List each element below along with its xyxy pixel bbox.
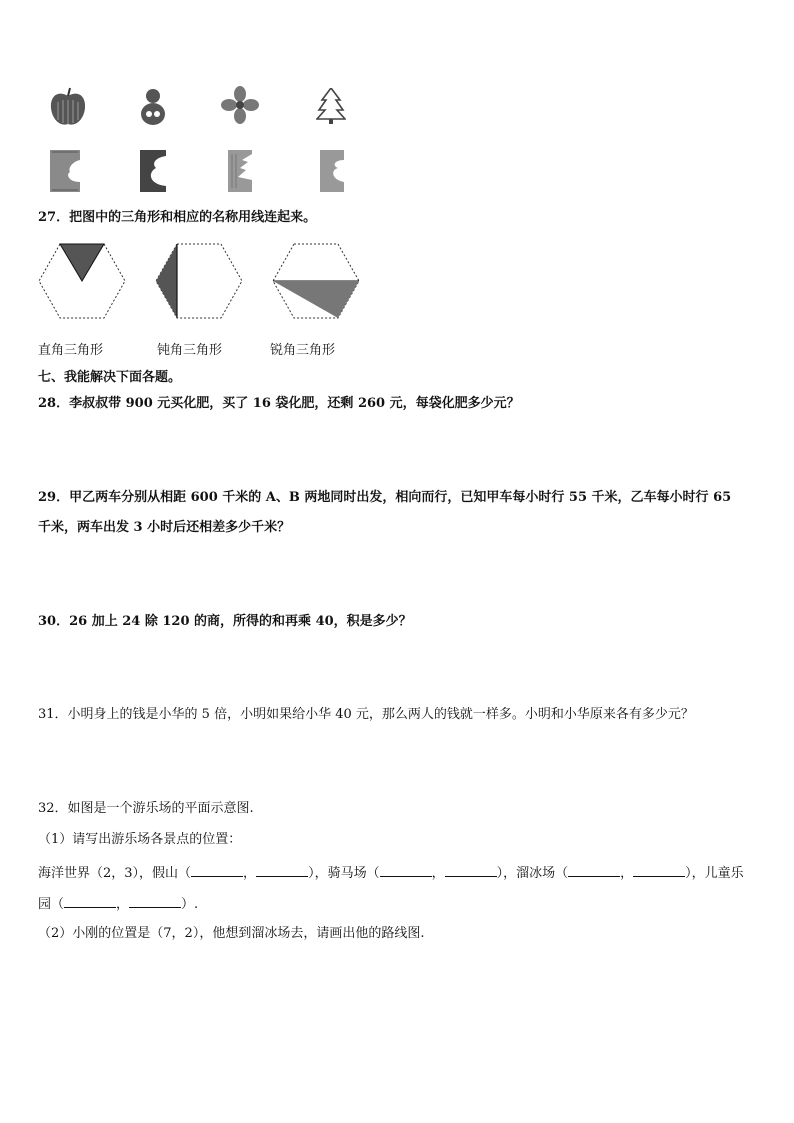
cutout-panel-4-icon — [320, 150, 344, 192]
q30-text: 30．26 加上 24 除 120 的商，所得的和再乘 40，积是多少？ — [38, 614, 412, 629]
gourd-icon — [138, 86, 168, 126]
cutout-panel-1-icon — [50, 150, 80, 192]
q29-line2: 千米，两车出发 3 小时后还相差多少千米？ — [38, 520, 291, 535]
riding-field-text: 骑马场（ — [327, 866, 380, 881]
hexagon-obtuse-triangle — [155, 243, 243, 319]
hexagon-right-triangle — [38, 243, 126, 319]
q32-line-b — [38, 895, 198, 913]
ocean-world-text: 海洋世界（2，3），假山（ — [38, 866, 192, 881]
comma: ， — [116, 897, 130, 912]
q27-text: 27．把图中的三角形和相应的名称用线连起来。 — [38, 210, 317, 225]
park-x-blank[interactable] — [64, 895, 116, 908]
riding-x-blank[interactable] — [380, 864, 432, 877]
close-comma: ）， — [308, 866, 328, 881]
apple-icon — [48, 86, 88, 128]
tree-icon — [316, 88, 346, 124]
kids-park-text: 儿童乐 — [704, 866, 744, 881]
close-comma: ）， — [685, 866, 705, 881]
label-acute-triangle: 锐角三角形 — [270, 343, 336, 358]
cutout-panel-2-icon — [140, 150, 166, 192]
skating-y-blank[interactable] — [633, 864, 685, 877]
rockery-y-blank[interactable] — [256, 864, 308, 877]
riding-y-blank[interactable] — [445, 864, 497, 877]
label-obtuse-triangle: 钝角三角形 — [157, 343, 223, 358]
flower-icon — [220, 86, 260, 124]
q28-text: 28．李叔叔带 900 元买化肥，买了 16 袋化肥，还剩 260 元，每袋化肥多少元？ — [38, 396, 520, 411]
comma: ， — [243, 866, 257, 881]
q32-line-a — [38, 864, 744, 882]
hexagon-acute-triangle — [272, 243, 360, 319]
close-period: ）. — [181, 897, 199, 912]
comma: ， — [620, 866, 634, 881]
park-y-blank[interactable] — [129, 895, 181, 908]
park-text: 园（ — [38, 897, 65, 912]
rockery-x-blank[interactable] — [191, 864, 243, 877]
comma: ， — [431, 866, 445, 881]
q32-sub2: （2）小刚的位置是（7，2），他想到溜冰场去，请画出他的路线图. — [38, 926, 425, 941]
q31-text: 31．小明身上的钱是小华的 5 倍，小明如果给小华 40 元，那么两人的钱就一样多。小明和小华原来各有多少元？ — [38, 707, 694, 722]
cutout-panel-3-icon — [228, 150, 252, 192]
skating-rink-text: 溜冰场（ — [516, 866, 569, 881]
q29-line1: 29．甲乙两车分别从相距 600 千米的 A、B 两地同时出发，相向而行，已知甲车每小时行 55 千米，乙车每小时行 65 — [38, 490, 732, 505]
q32-sub1: （1）请写出游乐场各景点的位置： — [38, 832, 242, 847]
section-7-title: 七、我能解决下面各题。 — [38, 370, 182, 385]
label-right-triangle: 直角三角形 — [38, 343, 104, 358]
close-comma: ）， — [496, 866, 517, 881]
skating-x-blank[interactable] — [568, 864, 620, 877]
q32-text: 32．如图是一个游乐场的平面示意图. — [38, 801, 254, 816]
